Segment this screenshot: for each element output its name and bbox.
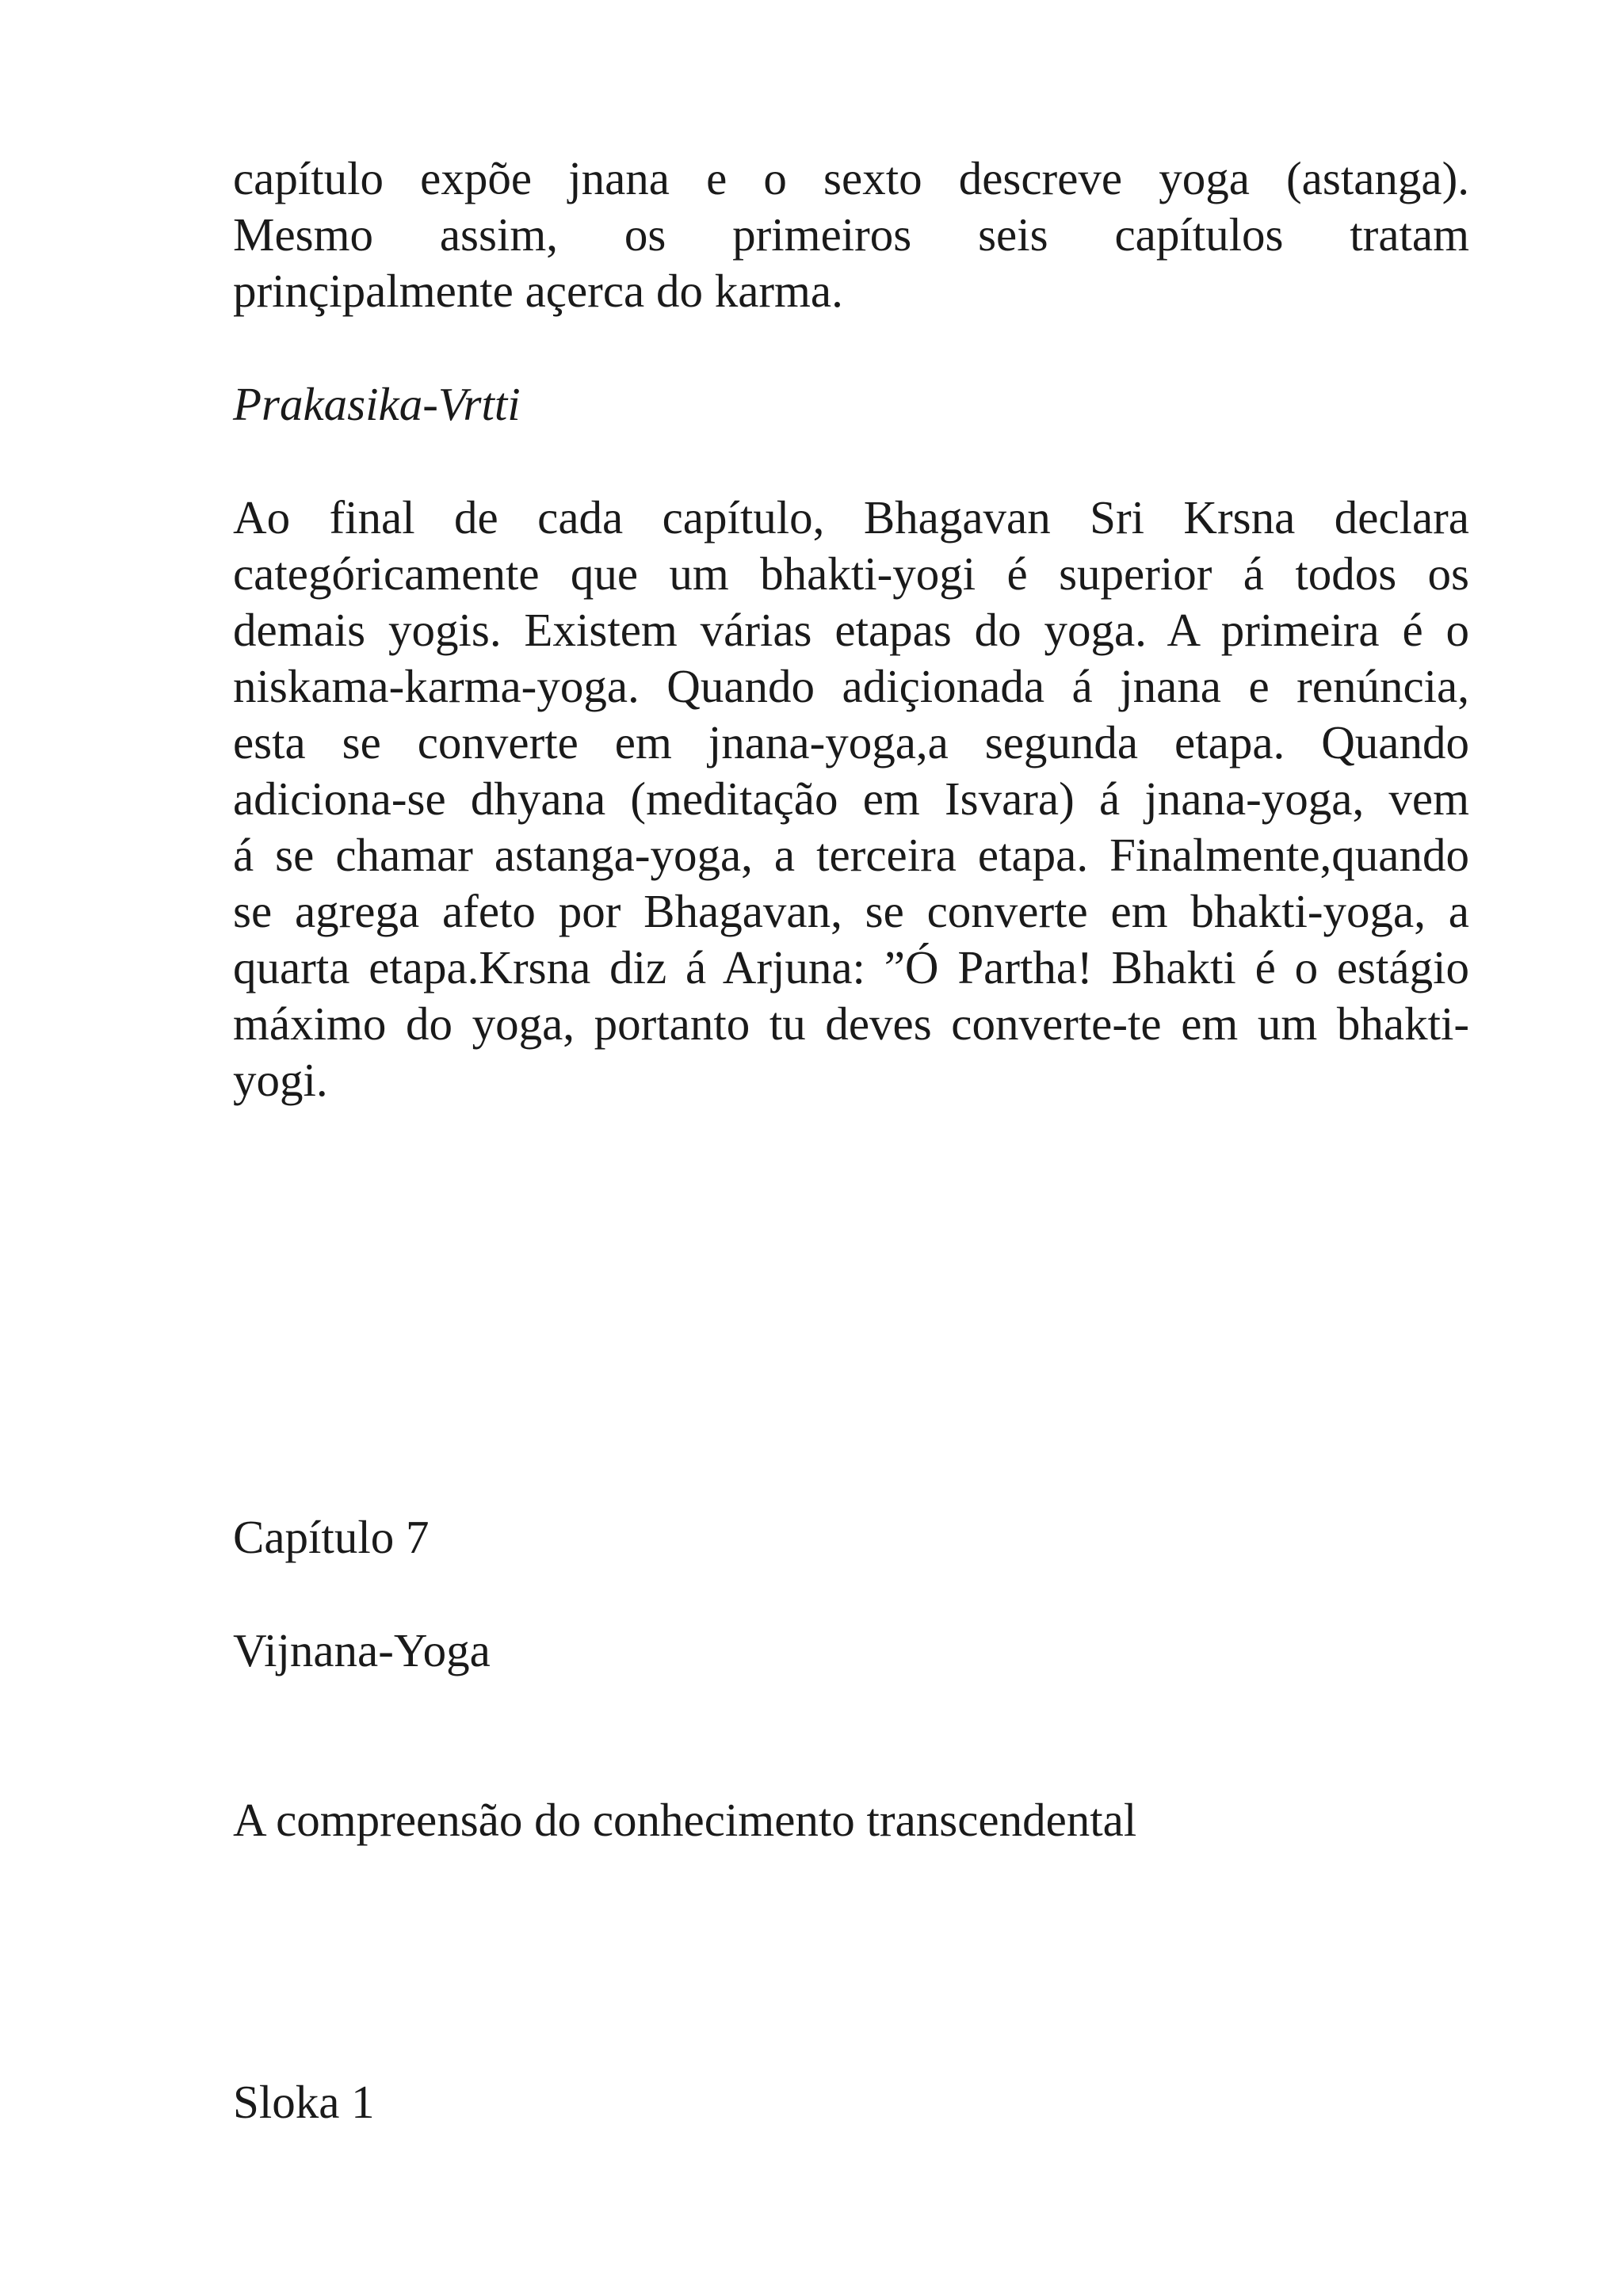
paragraph-line: prinçipalmente açerca do karma. bbox=[233, 265, 843, 317]
paragraph-line: capítulo expõe jnana e o sexto descreve yoga (astanga). bbox=[233, 152, 1469, 204]
intro-paragraph bbox=[233, 151, 1469, 319]
paragraph-line: se agrega afeto por Bhagavan, se converte em bhakti-yoga, a bbox=[233, 885, 1469, 937]
commentary-heading: Prakasika-Vrtti bbox=[233, 378, 521, 430]
paragraph-line: máximo do yoga, portanto tu deves converte-te em um bhakti- bbox=[233, 997, 1469, 1050]
paragraph-line: categóricamente que um bhakti-yogi é superior á todos os bbox=[233, 547, 1469, 600]
paragraph-line: adiciona-se dhyana (meditação em Isvara) á jnana-yoga, vem bbox=[233, 772, 1469, 825]
paragraph-line: á se chamar astanga-yoga, a terceira etapa. Finalmente,quando bbox=[233, 829, 1469, 881]
paragraph-line: Ao final de cada capítulo, Bhagavan Sri Krsna declara bbox=[233, 491, 1469, 543]
chapter-title: Vijnana-Yoga bbox=[233, 1624, 491, 1676]
paragraph-line: Mesmo assim, os primeiros seis capítulos tratam bbox=[233, 208, 1469, 261]
sloka-label: Sloka 1 bbox=[233, 2076, 375, 2128]
paragraph-line: quarta etapa.Krsna diz á Arjuna: ”Ó Partha! Bhakti é o estágio bbox=[233, 941, 1469, 994]
chapter-label: Capítulo 7 bbox=[233, 1511, 430, 1563]
chapter-subtitle: A compreensão do conhecimento transcendental bbox=[233, 1794, 1137, 1846]
paragraph-line: esta se converte em jnana-yoga,a segunda etapa. Quando bbox=[233, 716, 1469, 769]
paragraph-line: demais yogis. Existem várias etapas do yoga. A primeira é o bbox=[233, 604, 1469, 656]
paragraph-line: niskama-karma-yoga. Quando adiçionada á jnana e renúncia, bbox=[233, 660, 1469, 712]
paragraph-line: yogi. bbox=[233, 1054, 328, 1106]
commentary-paragraph bbox=[233, 490, 1469, 1108]
